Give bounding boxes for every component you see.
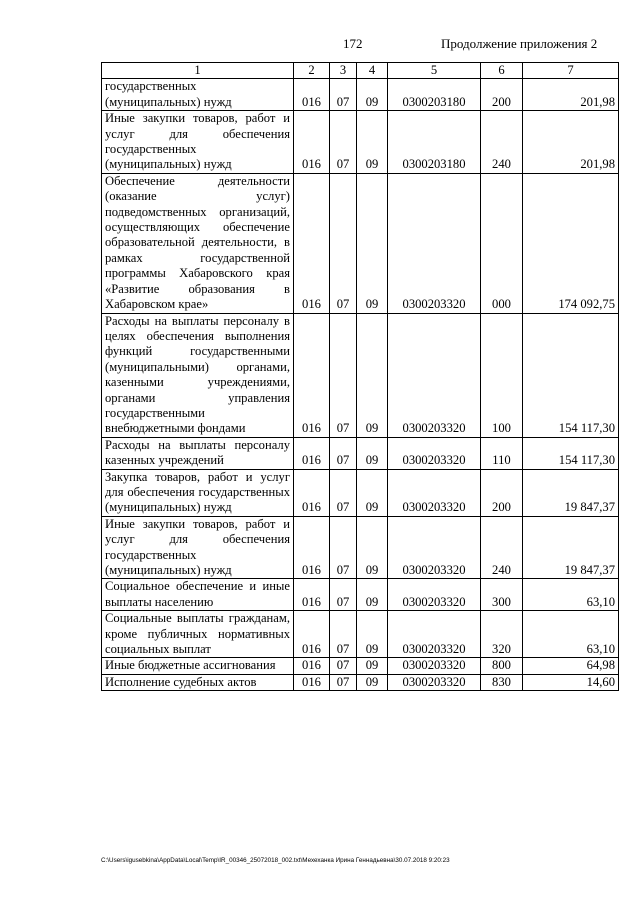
table-row — [102, 658, 619, 674]
item-name: Социальные выплаты гражданам, кроме публичных нормативных социальных выплат — [102, 611, 294, 658]
code-cell: 320 — [481, 611, 523, 658]
sum-cell: 19 847,37 — [523, 469, 619, 516]
column-header: 7 — [523, 63, 619, 79]
code-cell: 09 — [357, 674, 388, 690]
code-cell: 016 — [294, 469, 330, 516]
code-cell: 0300203320 — [388, 313, 481, 437]
code-cell: 07 — [330, 516, 357, 579]
budget-table — [101, 62, 619, 691]
file-path-footer: C:\Users\igusebkina\AppData\Local\Temp\IR_00346_25072018_002.txt\Мехеханка Ирина Геннадьевна\30.07.2018 9:20:23 — [101, 857, 450, 864]
item-name: Социальное обеспечение и иные выплаты населению — [102, 579, 294, 611]
code-cell: 0300203320 — [388, 437, 481, 469]
code-cell: 0300203320 — [388, 516, 481, 579]
column-header: 3 — [330, 63, 357, 79]
code-cell: 240 — [481, 111, 523, 174]
sum-cell: 201,98 — [523, 79, 619, 111]
sum-cell: 63,10 — [523, 579, 619, 611]
table-row — [102, 437, 619, 469]
table-row — [102, 469, 619, 516]
item-name: Иные бюджетные ассигнования — [102, 658, 294, 674]
code-cell: 016 — [294, 313, 330, 437]
code-cell: 016 — [294, 516, 330, 579]
sum-cell: 154 117,30 — [523, 437, 619, 469]
code-cell: 016 — [294, 111, 330, 174]
code-cell: 09 — [357, 79, 388, 111]
page-number: 172 — [343, 36, 363, 51]
code-cell: 100 — [481, 313, 523, 437]
code-cell: 07 — [330, 611, 357, 658]
code-cell: 09 — [357, 111, 388, 174]
code-cell: 0300203320 — [388, 674, 481, 690]
code-cell: 016 — [294, 79, 330, 111]
item-name: Расходы на выплаты персоналу в целях обеспечения выполнения функций государственными (муниципальными) органами, казенными учреждениями, органами управления государственными внебюджетными фондами — [102, 313, 294, 437]
code-cell: 016 — [294, 611, 330, 658]
code-cell: 09 — [357, 516, 388, 579]
column-header: 5 — [388, 63, 481, 79]
code-cell: 200 — [481, 79, 523, 111]
code-cell: 0300203180 — [388, 79, 481, 111]
code-cell: 016 — [294, 173, 330, 313]
code-cell: 016 — [294, 658, 330, 674]
code-cell: 07 — [330, 79, 357, 111]
code-cell: 09 — [357, 579, 388, 611]
column-header: 4 — [357, 63, 388, 79]
code-cell: 000 — [481, 173, 523, 313]
item-name: Иные закупки товаров, работ и услуг для обеспечения государственных (муниципальных) нужд — [102, 516, 294, 579]
code-cell: 0300203320 — [388, 611, 481, 658]
column-header: 6 — [481, 63, 523, 79]
sum-cell: 14,60 — [523, 674, 619, 690]
column-header: 1 — [102, 63, 294, 79]
code-cell: 800 — [481, 658, 523, 674]
code-cell: 09 — [357, 437, 388, 469]
continuation-title: Продолжение приложения 2 — [441, 36, 598, 51]
code-cell: 0300203320 — [388, 173, 481, 313]
code-cell: 0300203320 — [388, 469, 481, 516]
code-cell: 09 — [357, 173, 388, 313]
code-cell: 830 — [481, 674, 523, 690]
sum-cell: 63,10 — [523, 611, 619, 658]
code-cell: 07 — [330, 579, 357, 611]
table-row — [102, 313, 619, 437]
code-cell: 09 — [357, 313, 388, 437]
code-cell: 07 — [330, 674, 357, 690]
sum-cell: 64,98 — [523, 658, 619, 674]
code-cell: 016 — [294, 579, 330, 611]
table-row — [102, 611, 619, 658]
code-cell: 07 — [330, 111, 357, 174]
code-cell: 016 — [294, 674, 330, 690]
item-name: Расходы на выплаты персоналу казенных учреждений — [102, 437, 294, 469]
sum-cell: 174 092,75 — [523, 173, 619, 313]
table-row — [102, 516, 619, 579]
code-cell: 200 — [481, 469, 523, 516]
code-cell: 09 — [357, 469, 388, 516]
code-cell: 110 — [481, 437, 523, 469]
code-cell: 07 — [330, 173, 357, 313]
item-name: Иные закупки товаров, работ и услуг для обеспечения государственных (муниципальных) нужд — [102, 111, 294, 174]
code-cell: 300 — [481, 579, 523, 611]
code-cell: 07 — [330, 658, 357, 674]
sum-cell: 154 117,30 — [523, 313, 619, 437]
code-cell: 07 — [330, 313, 357, 437]
item-name: Закупка товаров, работ и услуг для обеспечения государственных (муниципальных) нужд — [102, 469, 294, 516]
code-cell: 07 — [330, 469, 357, 516]
code-cell: 07 — [330, 437, 357, 469]
item-name: Исполнение судебных актов — [102, 674, 294, 690]
table-row — [102, 79, 619, 111]
column-header: 2 — [294, 63, 330, 79]
code-cell: 0300203180 — [388, 111, 481, 174]
table-row — [102, 173, 619, 313]
code-cell: 09 — [357, 611, 388, 658]
item-name: Обеспечение деятельности (оказание услуг) подведомственных организаций, осуществляющих обеспечение образовательной деятельности, в рамках государственной программы Хабаровского края «Развитие образования в Хабаровском крае» — [102, 173, 294, 313]
table-header-row — [102, 63, 619, 79]
code-cell: 09 — [357, 658, 388, 674]
code-cell: 240 — [481, 516, 523, 579]
code-cell: 016 — [294, 437, 330, 469]
code-cell: 0300203320 — [388, 658, 481, 674]
table-row — [102, 111, 619, 174]
sum-cell: 201,98 — [523, 111, 619, 174]
sum-cell: 19 847,37 — [523, 516, 619, 579]
table-row — [102, 579, 619, 611]
item-name: государственных (муниципальных) нужд — [102, 79, 294, 111]
table-row — [102, 674, 619, 690]
code-cell: 0300203320 — [388, 579, 481, 611]
